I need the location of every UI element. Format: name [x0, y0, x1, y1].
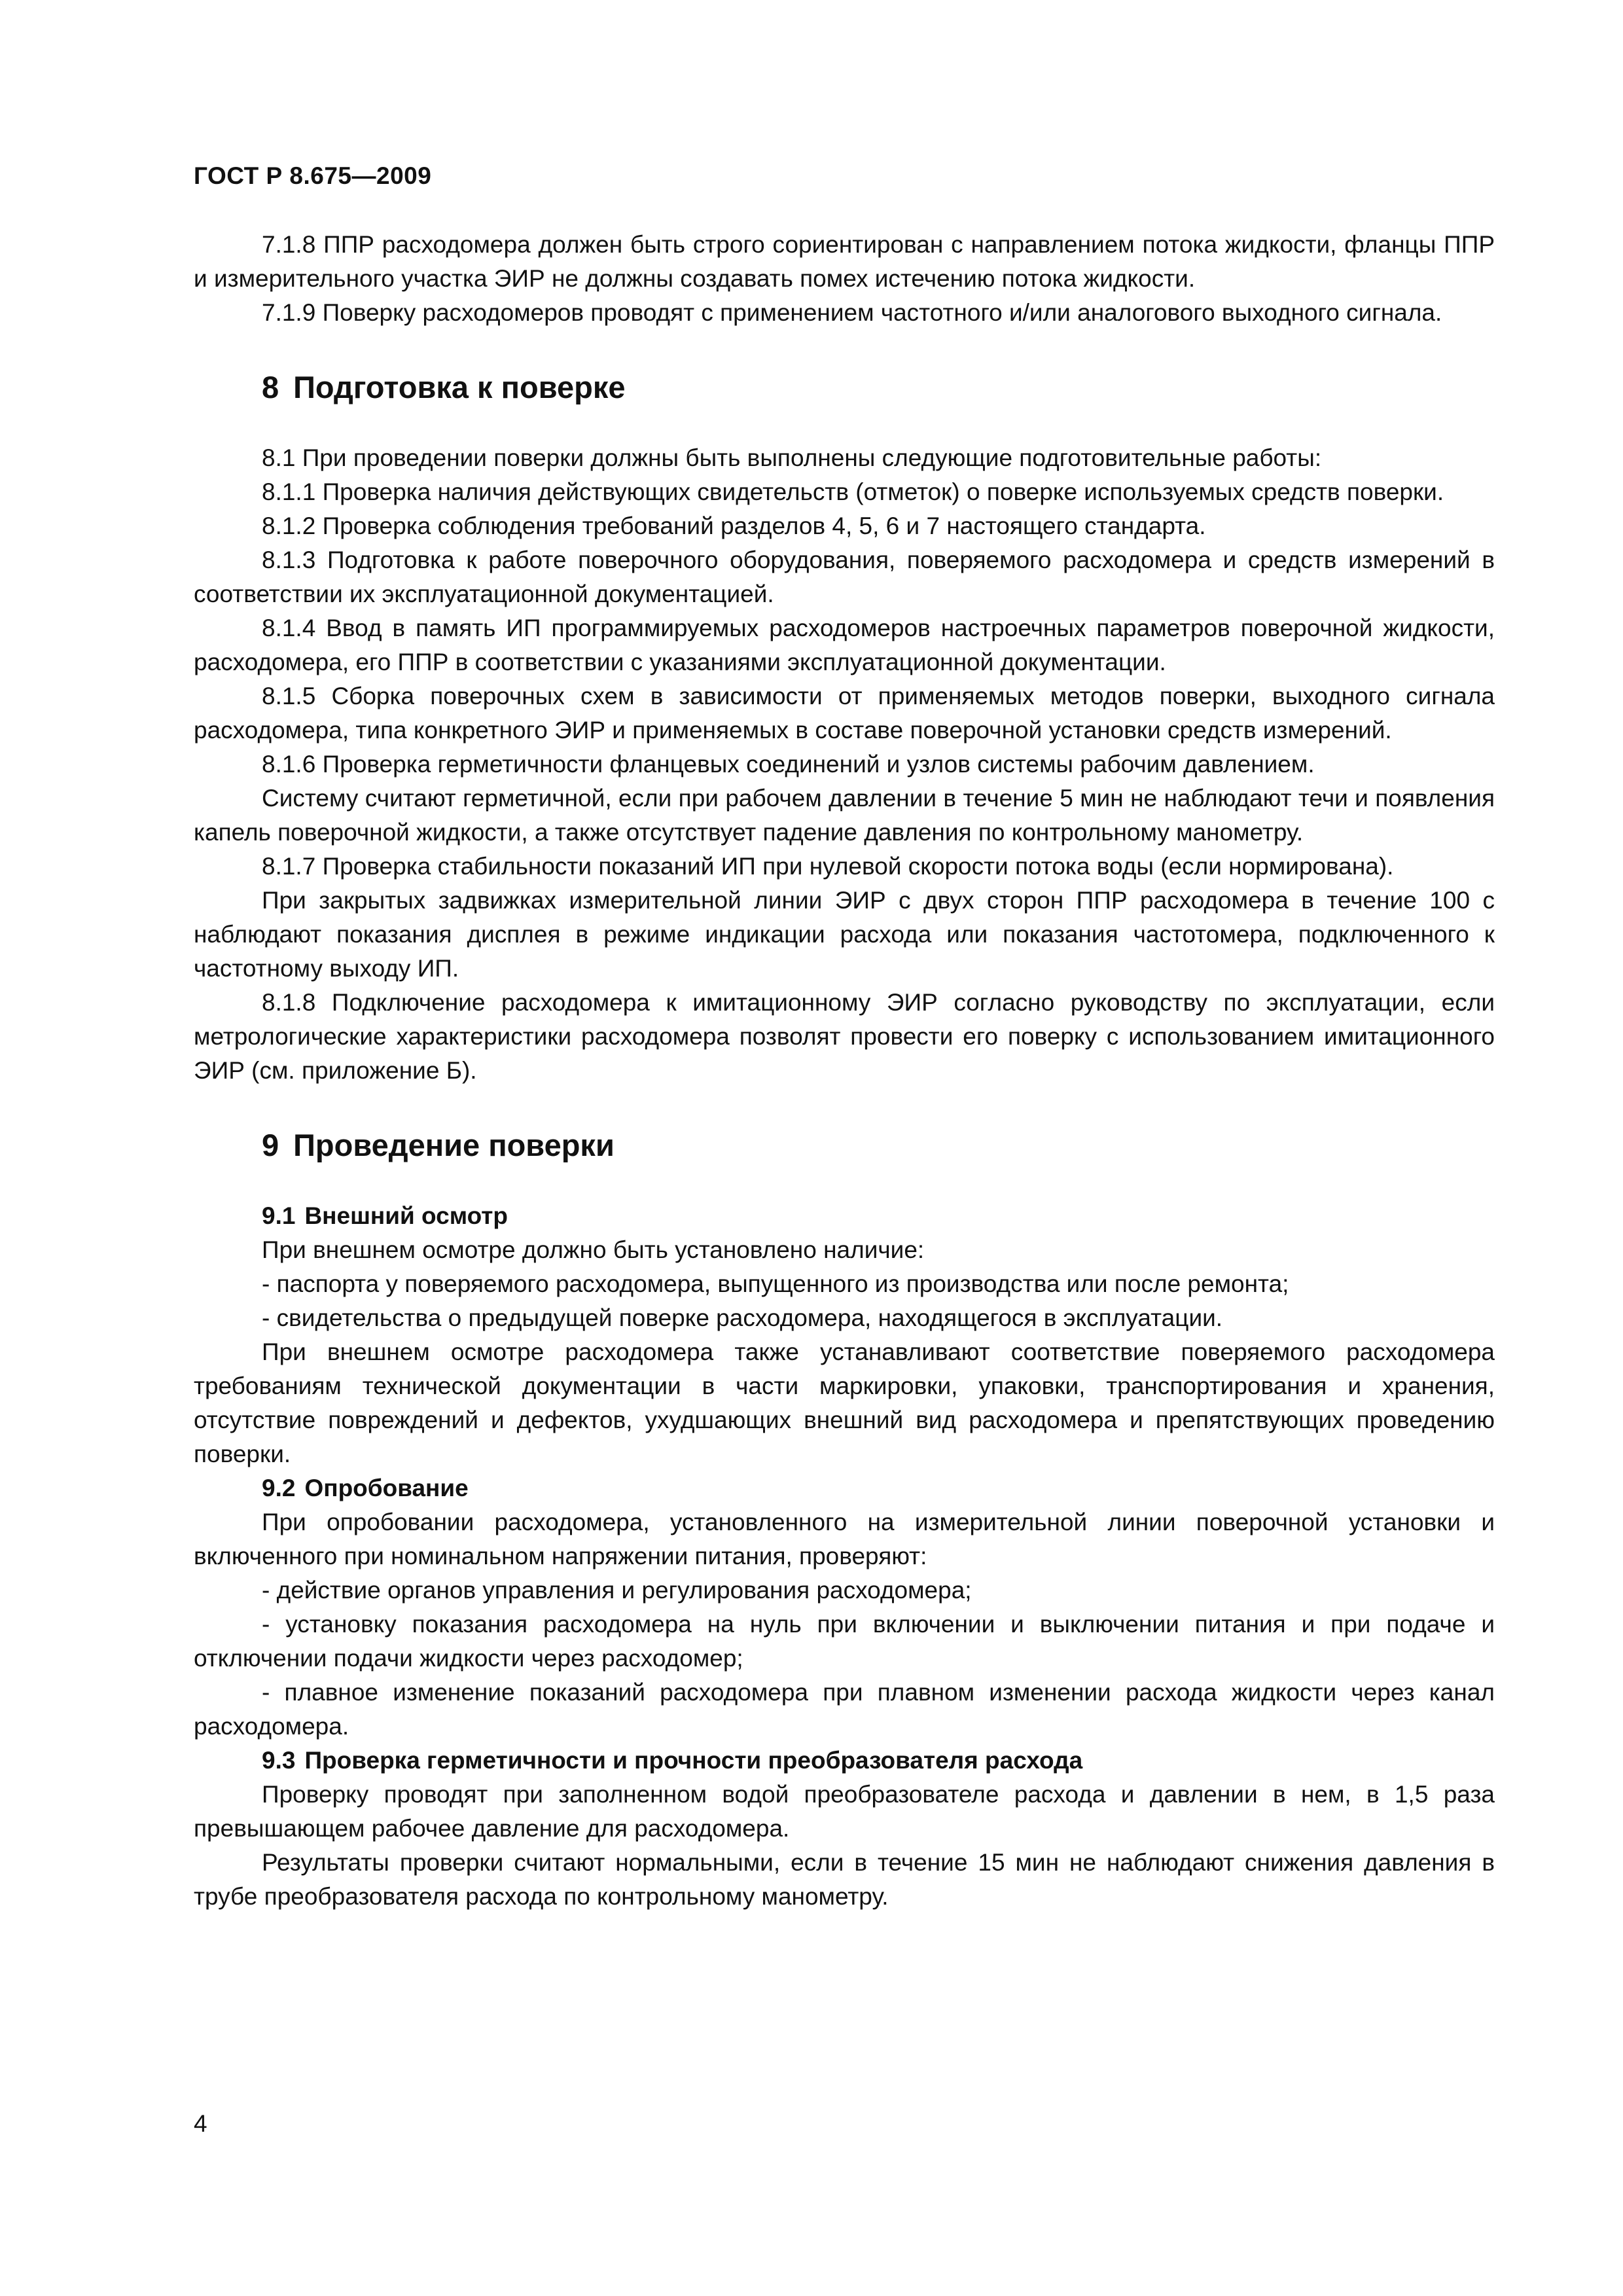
paragraph-8-1: 8.1 При проведении поверки должны быть выполнены следующие подготовительные работы:: [262, 444, 1322, 471]
paragraph-8-1-5: 8.1.5 Сборка поверочных схем в зависимости от применяемых методов поверки, выходного сигнала расходомера, типа конкретного ЭИР и применяемых в составе поверочной установки средств измерений.: [194, 683, 1495, 744]
subsection-9-3-number: 9.3: [262, 1747, 296, 1774]
subsection-9-1-heading: [194, 1199, 1495, 1233]
section-9-title: Проведение поверки: [293, 1128, 615, 1162]
paragraph-8-1-6-text: Систему считают герметичной, если при рабочем давлении в течение 5 мин не наблюдают течи и появления капель поверочной жидкости, а также отсутствует падение давления по контрольному манометру.: [194, 785, 1495, 846]
paragraph-7-1-9: 7.1.9 Поверку расходомеров проводят с применением частотного и/или аналогового выходного сигнала.: [262, 299, 1442, 326]
subsection-9-2-number: 9.2: [262, 1475, 296, 1501]
subsection-9-1-number: 9.1: [262, 1202, 296, 1229]
list-item: - паспорта у поверяемого расходомера, выпущенного из производства или после ремонта;: [262, 1270, 1289, 1297]
list-item: - плавное изменение показаний расходомера при плавном изменении расхода жидкости через канал расходомера.: [194, 1679, 1495, 1740]
paragraph-9-2-intro: При опробовании расходомера, установленного на измерительной линии поверочной установки и включенного при номинальном напряжении питания, проверяют:: [194, 1509, 1495, 1570]
paragraph-9-1-text: При внешнем осмотре расходомера также устанавливают соответствие поверяемого расходомера требованиям технической документации в части маркировки, упаковки, транспортирования и хранения, отсутствие повреждений и дефектов, ухудшающих внешний вид расходомера и препятствующих проведению поверки.: [194, 1338, 1495, 1467]
section-8-number: 8: [262, 370, 279, 404]
paragraph-9-1-intro: При внешнем осмотре должно быть установлено наличие:: [262, 1236, 925, 1263]
paragraph-8-1-7-text: При закрытых задвижках измерительной линии ЭИР с двух сторон ППР расходомера в течение 100 с наблюдают показания дисплея в режиме индикации расхода или показания частотомера, подключенного к частотному выходу ИП.: [194, 887, 1495, 982]
paragraph-7-1-8: 7.1.8 ППР расходомера должен быть строго сориентирован с направлением потока жидкости, фланцы ППР и измерительного участка ЭИР не должны создавать помех истечению потока жидкости.: [194, 231, 1495, 292]
list-item: - свидетельства о предыдущей поверке расходомера, находящегося в эксплуатации.: [262, 1304, 1223, 1331]
subsection-9-2-heading: [194, 1471, 1495, 1505]
paragraph-8-1-8: 8.1.8 Подключение расходомера к имитационному ЭИР согласно руководству по эксплуатации, если метрологические характеристики расходомера позволят провести его поверку с использованием имитационного ЭИР (см. приложение Б).: [194, 989, 1495, 1084]
section-8-title: Подготовка к поверке: [293, 370, 626, 404]
paragraph-9-3-text: Проверку проводят при заполненном водой преобразователе расхода и давлении в нем, в 1,5 раза превышающем рабочее давление для расходомера.: [194, 1781, 1495, 1842]
subsection-9-1-title: Внешний осмотр: [304, 1202, 508, 1229]
paragraph-8-1-3: 8.1.3 Подготовка к работе поверочного оборудования, поверяемого расходомера и средств измерений в соответствии их эксплуатационной документацией.: [194, 547, 1495, 607]
subsection-9-3-title: Проверка герметичности и прочности преобразователя расхода: [304, 1747, 1083, 1774]
list-item: - установку показания расходомера на нуль при включении и выключении питания и при подаче и отключении подачи жидкости через расходомер;: [194, 1611, 1495, 1672]
document-code: ГОСТ Р 8.675—2009: [194, 162, 432, 189]
paragraph-8-1-4: 8.1.4 Ввод в память ИП программируемых расходомеров настроечных параметров поверочной жидкости, расходомера, его ППР в соответствии с указаниями эксплуатационной документации.: [194, 615, 1495, 675]
subsection-9-3-heading: [194, 1744, 1495, 1778]
document-body: [194, 228, 1495, 1914]
paragraph-8-1-2: 8.1.2 Проверка соблюдения требований разделов 4, 5, 6 и 7 настоящего стандарта.: [262, 512, 1206, 539]
paragraph-8-1-6: 8.1.6 Проверка герметичности фланцевых соединений и узлов системы рабочим давлением.: [262, 751, 1315, 778]
section-8-heading: [194, 368, 1495, 407]
list-item: - действие органов управления и регулирования расходомера;: [262, 1577, 972, 1604]
section-9-heading: [194, 1126, 1495, 1165]
paragraph-9-3-result: Результаты проверки считают нормальными, если в течение 15 мин не наблюдают снижения давления в трубе преобразователя расхода по контрольному манометру.: [194, 1849, 1495, 1910]
subsection-9-2-title: Опробование: [304, 1475, 469, 1501]
paragraph-8-1-7: 8.1.7 Проверка стабильности показаний ИП при нулевой скорости потока воды (если нормирована).: [262, 853, 1394, 880]
page-number: 4: [194, 2110, 207, 2137]
section-9-number: 9: [262, 1128, 279, 1162]
paragraph-8-1-1: 8.1.1 Проверка наличия действующих свидетельств (отметок) о поверке используемых средств поверки.: [262, 478, 1444, 505]
